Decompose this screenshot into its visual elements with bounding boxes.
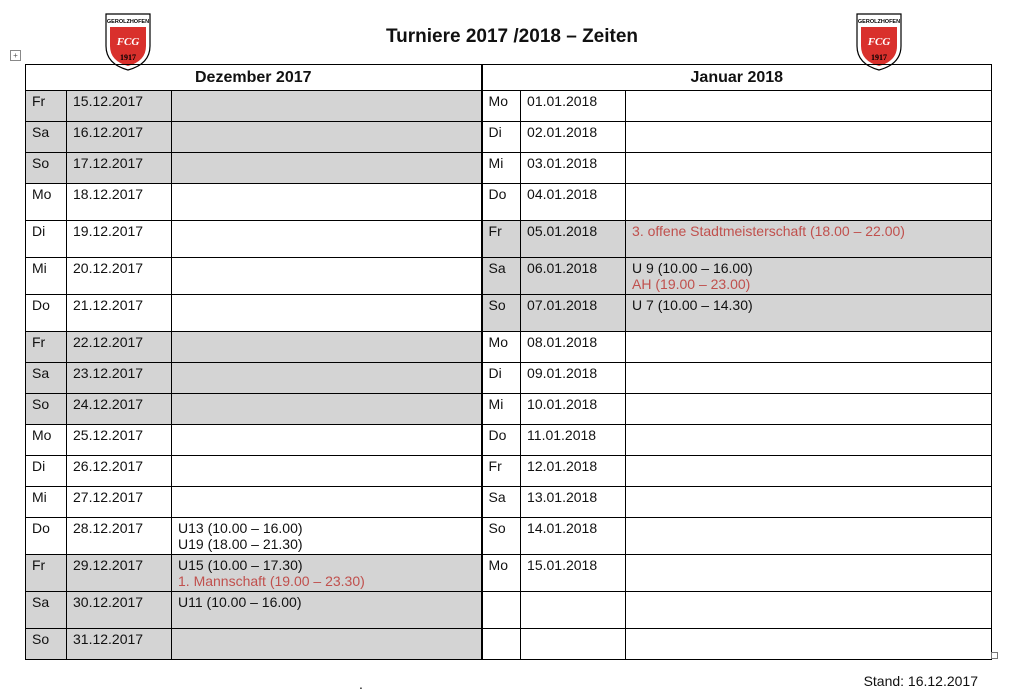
date-cell: 15.01.2018 [521, 555, 626, 592]
table-row [26, 518, 992, 555]
event-line: U15 (10.00 – 17.30) [178, 557, 303, 573]
date-cell: 21.12.2017 [67, 295, 172, 332]
event-cell: U11 (10.00 – 16.00) [172, 592, 482, 629]
table-row [26, 363, 992, 394]
date-cell: 23.12.2017 [67, 363, 172, 394]
event-line: U13 (10.00 – 16.00) [178, 520, 303, 536]
event-cell [172, 91, 482, 122]
day-cell: Mo [26, 425, 67, 456]
date-cell: 02.01.2018 [521, 122, 626, 153]
date-cell: 22.12.2017 [67, 332, 172, 363]
crest-top-text: GEROLZHOFEN [857, 19, 901, 25]
event-cell [626, 629, 992, 660]
date-cell: 14.01.2018 [521, 518, 626, 555]
table-row [26, 221, 992, 258]
event-line: U19 (18.00 – 21.30) [178, 536, 303, 552]
stray-dot: . [359, 676, 363, 692]
column-header-december: Dezember 2017 [26, 65, 482, 91]
date-cell: 13.01.2018 [521, 487, 626, 518]
table-row [26, 555, 992, 592]
date-cell: 29.12.2017 [67, 555, 172, 592]
event-cell [172, 394, 482, 425]
date-cell: 07.01.2018 [521, 295, 626, 332]
crest-year: 1917 [120, 53, 136, 62]
date-cell: 05.01.2018 [521, 221, 626, 258]
club-crest-logo-right [855, 12, 903, 72]
table-row [26, 332, 992, 363]
day-cell: Mo [482, 332, 521, 363]
date-cell: 01.01.2018 [521, 91, 626, 122]
event-cell [626, 363, 992, 394]
day-cell: So [26, 153, 67, 184]
date-cell: 18.12.2017 [67, 184, 172, 221]
date-cell: 09.01.2018 [521, 363, 626, 394]
day-cell: Mi [26, 258, 67, 295]
day-cell: Do [482, 425, 521, 456]
event-cell [172, 629, 482, 660]
day-cell: Sa [482, 487, 521, 518]
day-cell: Fr [26, 91, 67, 122]
event-cell [626, 592, 992, 629]
event-cell [172, 363, 482, 394]
table-row [26, 394, 992, 425]
day-cell: Di [482, 363, 521, 394]
event-line: 1. Mannschaft (19.00 – 23.30) [178, 573, 365, 589]
date-cell: 17.12.2017 [67, 153, 172, 184]
date-cell: 25.12.2017 [67, 425, 172, 456]
event-cell [172, 221, 482, 258]
day-cell [482, 629, 521, 660]
date-cell: 11.01.2018 [521, 425, 626, 456]
event-cell [626, 456, 992, 487]
date-cell [521, 592, 626, 629]
day-cell: Fr [26, 332, 67, 363]
table-row [26, 295, 992, 332]
day-cell: Fr [482, 456, 521, 487]
event-cell [626, 184, 992, 221]
event-cell [172, 518, 482, 555]
date-cell: 20.12.2017 [67, 258, 172, 295]
date-cell: 12.01.2018 [521, 456, 626, 487]
date-cell: 19.12.2017 [67, 221, 172, 258]
table-row [26, 487, 992, 518]
crest-year: 1917 [871, 53, 887, 62]
event-cell [172, 122, 482, 153]
day-cell: Do [26, 295, 67, 332]
table-header-row [26, 65, 992, 91]
day-cell: So [26, 394, 67, 425]
day-cell: Mi [26, 487, 67, 518]
day-cell: So [482, 518, 521, 555]
date-cell: 16.12.2017 [67, 122, 172, 153]
event-cell [172, 184, 482, 221]
day-cell [482, 592, 521, 629]
table-row [26, 184, 992, 221]
day-cell: Sa [26, 592, 67, 629]
event-cell: U 7 (10.00 – 14.30) [626, 295, 992, 332]
table-row [26, 592, 992, 629]
event-cell [172, 258, 482, 295]
date-cell: 10.01.2018 [521, 394, 626, 425]
table-move-handle-icon[interactable]: + [10, 50, 21, 61]
crest-letters: FCG [867, 36, 891, 48]
event-cell [172, 332, 482, 363]
event-cell: 3. offene Stadtmeisterschaft (18.00 – 22.00) [626, 221, 992, 258]
event-cell [626, 91, 992, 122]
event-cell [626, 555, 992, 592]
table-row [26, 153, 992, 184]
page-title: Turniere 2017 /2018 – Zeiten [385, 26, 639, 47]
day-cell: Di [482, 122, 521, 153]
day-cell: Fr [26, 555, 67, 592]
date-cell [521, 629, 626, 660]
event-line: U 9 (10.00 – 16.00) [632, 260, 753, 276]
date-cell: 31.12.2017 [67, 629, 172, 660]
table-row [26, 456, 992, 487]
event-cell [172, 425, 482, 456]
day-cell: Do [26, 518, 67, 555]
event-cell [626, 153, 992, 184]
date-cell: 03.01.2018 [521, 153, 626, 184]
table-row [26, 91, 992, 122]
day-cell: Sa [26, 363, 67, 394]
event-cell [172, 555, 482, 592]
date-cell: 15.12.2017 [67, 91, 172, 122]
day-cell: Mi [482, 153, 521, 184]
date-cell: 06.01.2018 [521, 258, 626, 295]
stand-date: Stand: 16.12.2017 [863, 673, 978, 689]
event-cell [172, 153, 482, 184]
event-cell [172, 487, 482, 518]
event-cell [626, 394, 992, 425]
crest-letters: FCG [116, 36, 140, 48]
event-cell [172, 456, 482, 487]
table-resize-handle[interactable] [991, 652, 998, 659]
day-cell: Di [26, 221, 67, 258]
event-cell [626, 487, 992, 518]
date-cell: 28.12.2017 [67, 518, 172, 555]
day-cell: Fr [482, 221, 521, 258]
day-cell: Di [26, 456, 67, 487]
event-line: AH (19.00 – 23.00) [632, 276, 751, 292]
club-crest-logo-left [104, 12, 152, 72]
day-cell: So [26, 629, 67, 660]
date-cell: 26.12.2017 [67, 456, 172, 487]
day-cell: Do [482, 184, 521, 221]
day-cell: Mi [482, 394, 521, 425]
event-cell [626, 258, 992, 295]
event-cell [626, 332, 992, 363]
day-cell: Sa [26, 122, 67, 153]
table-row [26, 629, 992, 660]
day-cell: Mo [26, 184, 67, 221]
event-cell [626, 425, 992, 456]
table-row [26, 122, 992, 153]
tournament-schedule-table [25, 64, 992, 660]
date-cell: 27.12.2017 [67, 487, 172, 518]
day-cell: Mo [482, 91, 521, 122]
event-cell [626, 122, 992, 153]
event-cell [626, 518, 992, 555]
date-cell: 24.12.2017 [67, 394, 172, 425]
date-cell: 30.12.2017 [67, 592, 172, 629]
crest-top-text: GEROLZHOFEN [106, 19, 150, 25]
day-cell: Sa [482, 258, 521, 295]
day-cell: So [482, 295, 521, 332]
day-cell: Mo [482, 555, 521, 592]
table-row [26, 258, 992, 295]
table-row [26, 425, 992, 456]
event-cell [172, 295, 482, 332]
date-cell: 04.01.2018 [521, 184, 626, 221]
date-cell: 08.01.2018 [521, 332, 626, 363]
column-header-january: Januar 2018 [482, 65, 992, 91]
